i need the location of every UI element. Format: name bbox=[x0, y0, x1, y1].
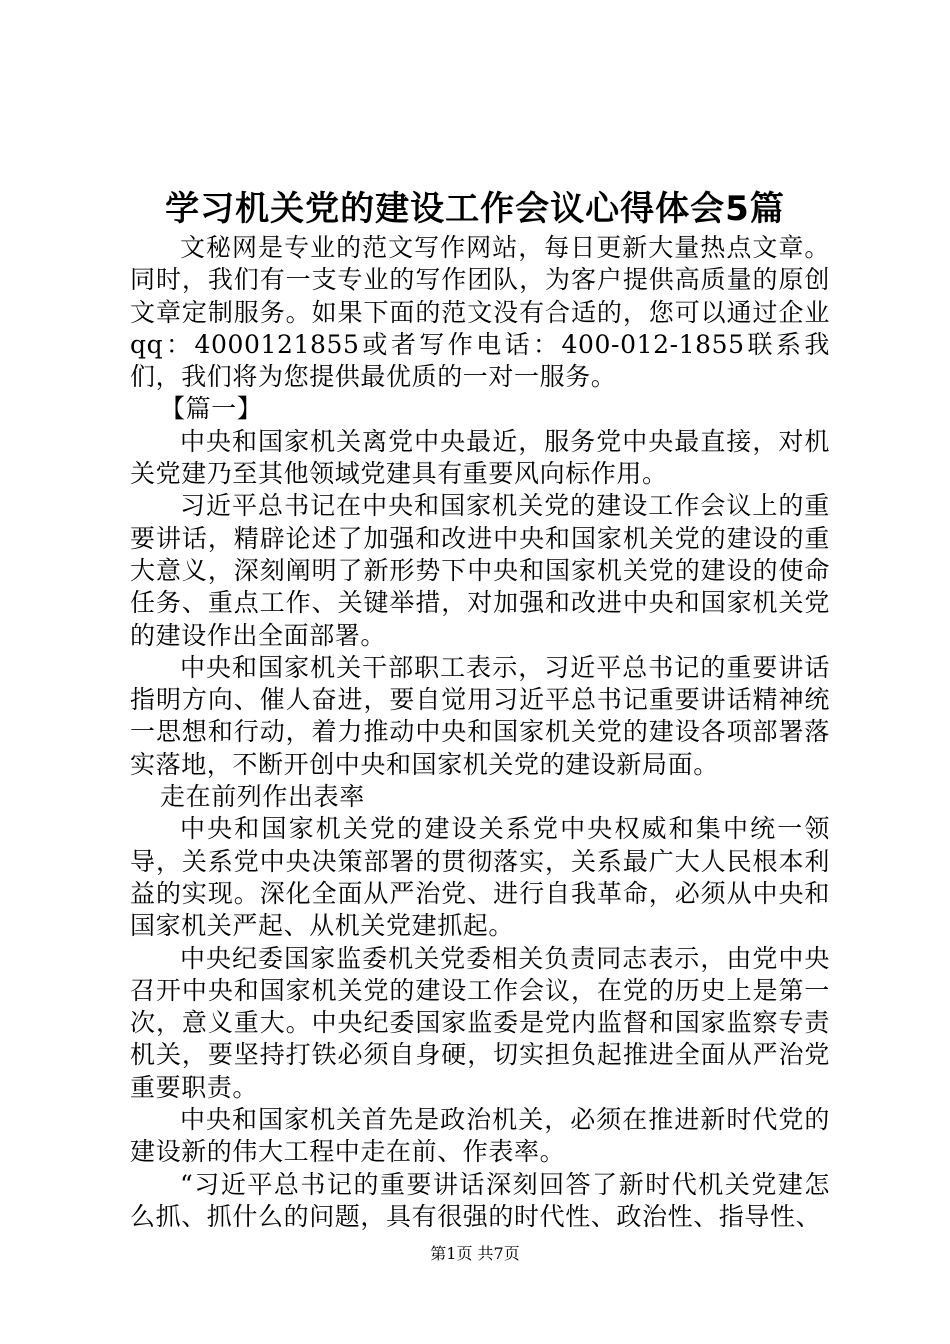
body-paragraph: 中央和国家机关离党中央最近，服务党中央最直接，对机关党建乃至其他领域党建具有重要风向标作用。 bbox=[130, 426, 830, 489]
subsection-heading: 走在前列作出表率 bbox=[160, 782, 365, 812]
body-paragraph: 中央和国家机关干部职工表示，习近平总书记的重要讲话指明方向、催人奋进，要自觉用习近平总书记重要讲话精神统一思想和行动，着力推动中央和国家机关党的建设各项部署落实落地，不断开创中央和国家机关党的建设新局面。 bbox=[130, 652, 830, 779]
body-paragraph: 中央和国家机关党的建设关系党中央权威和集中统一领导，关系党中央决策部署的贯彻落实，关系最广大人民根本利益的实现。深化全面从严治党、进行自我革命，必须从中央和国家机关严起、从机关党建抓起。 bbox=[130, 814, 830, 941]
document-title: 学习机关党的建设工作会议心得体会5篇 bbox=[165, 189, 785, 229]
body-paragraph: 中央和国家机关首先是政治机关，必须在推进新时代党的建设新的伟大工程中走在前、作表率。 bbox=[130, 1105, 830, 1167]
document-body bbox=[130, 232, 830, 1233]
body-paragraph: “习近平总书记的重要讲话深刻回答了新时代机关党建怎么抓、抓什么的问题，具有很强的时代性、政治性、指导性、 bbox=[130, 1169, 830, 1231]
section-heading: 【篇一】 bbox=[160, 394, 263, 424]
body-paragraph: 习近平总书记在中央和国家机关党的建设工作会议上的重要讲话，精辟论述了加强和改进中央和国家机关党的建设的重大意义，深刻阐明了新形势下中央和国家机关党的建设的使命任务、重点工作、关键举措，对加强和改进中央和国家机关党的建设作出全面部署。 bbox=[130, 491, 830, 650]
page-number-footer: 第1页 共7页 bbox=[430, 1244, 520, 1263]
intro-paragraph: 文秘网是专业的范文写作网站，每日更新大量热点文章。同时，我们有一支专业的写作团队，为客户提供高质量的原创文章定制服务。如果下面的范文没有合适的，您可以通过企业qq：4000121855或者写作电话：400-012-1855联系我们，我们将为您提供最优质的一对一服务。 bbox=[130, 233, 830, 392]
body-paragraph: 中央纪委国家监委机关党委相关负责同志表示，由党中央召开中央和国家机关党的建设工作会议，在党的历史上是第一次，意义重大。中央纪委国家监委是党内监督和国家监察专责机关，要坚持打铁必须自身硬，切实担负起推进全面从严治党重要职责。 bbox=[130, 943, 830, 1102]
